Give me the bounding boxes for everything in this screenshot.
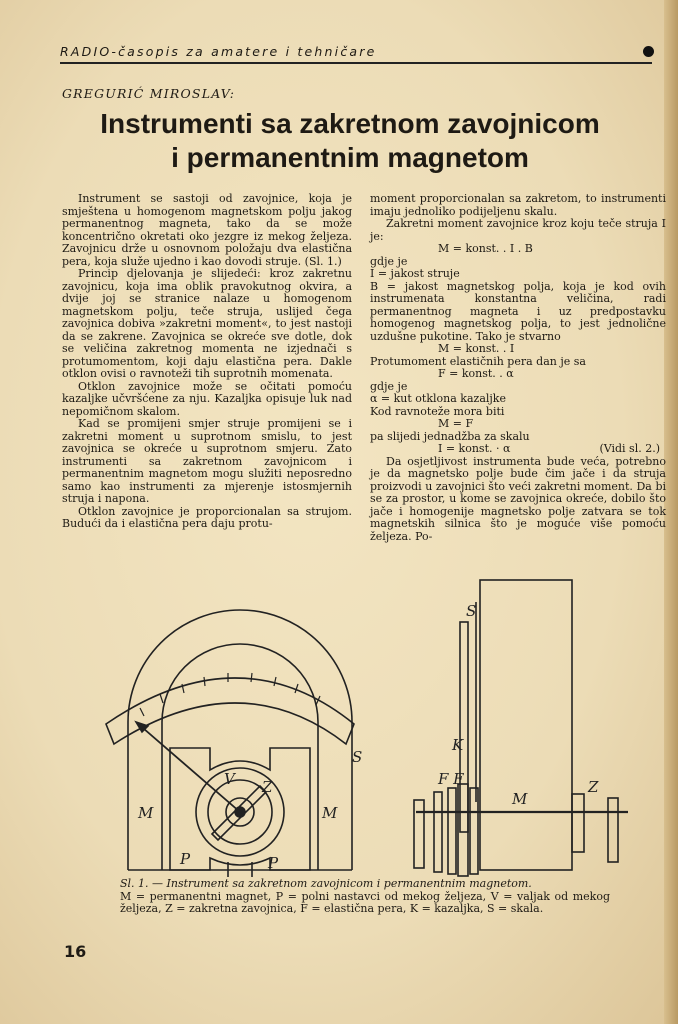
label-m-right: M [322, 804, 338, 822]
equation-text: I = konst. · α [438, 442, 511, 455]
front-view [106, 610, 354, 877]
header-bullet-icon [643, 46, 654, 57]
label-s-side: S [466, 602, 477, 620]
side-view [414, 580, 628, 876]
pointer-k [460, 622, 468, 832]
text-line: gdje je [370, 379, 408, 393]
label-m-left: M [138, 804, 154, 822]
label-s-front: S [352, 748, 363, 766]
article-author: GREGURIĆ MIROSLAV: [62, 86, 236, 101]
paragraph: Instrument se sastoji od zavojnice, koja je smještena u homogenom magnetskom polju jakog permanentnog magneta, tako da se može koncentrično okretati oko jezgre iz mekog željeza. Zavojnicu drže u osnovnom položaju dva elastična pera, koja služe ujedno i kao dovodi struje. (Sl. 1.) [62, 192, 352, 268]
paragraph: Princip djelovanja je slijedeći: kroz zakretnu zavojnicu, koja ima oblik pravokutnog okvira, a dvije joj se stranice nalaze u homogenom magnetskom polju, teče struja, uslijed čega zavojnica dobiva »zakretni moment«, to jest nastoji da se zakrene. Zavojnica se okreće sve dotle, dok se veličina zakretnog momenta ne izjednači s protumomentom, koji daju elastična pera. Dakle otklon ovisi o ravnoteži tih suprotnih momenata. [62, 267, 352, 380]
label-z-side: Z [588, 778, 599, 796]
caption-title: Sl. 1. — Instrument sa zakretnom zavojnicom i permanentnim magnetom. [120, 877, 532, 890]
equation: M = konst. . I [438, 342, 515, 355]
running-title: RADIO-časopis za amatere i tehničare [60, 44, 377, 59]
running-header [60, 44, 652, 66]
body-column-right [370, 193, 666, 543]
figure-caption [120, 878, 610, 916]
label-p-right: P [268, 854, 279, 872]
label-p-left: P [180, 850, 191, 868]
paragraph: Kad se promijeni smjer struje promijeni se i zakretni moment u suprotnom smislu, to jest zavojnica se okreće u suprotnom smjeru. Zato instrumenti sa zakretnom zavojnicom i permanentnim magnetom mogu služiti neposredno samo kao instrumenti za mjerenje istosmjernih struja i napona. [62, 417, 352, 505]
label-z-front: Z [262, 778, 273, 796]
equation: M = F [438, 417, 474, 430]
figure-instrument-diagram [100, 572, 640, 878]
label-v: V [224, 770, 235, 788]
caption-legend: M = permanentni magnet, P = polni nastavci od mekog željeza, V = valjak od mekog željeza, Z = zakretna zavojnica, F = elastična pera, K = kazaljka, S = skala. [120, 889, 610, 915]
text-line: pa slijedi jednadžba za skalu [370, 429, 530, 443]
paragraph: Zakretni moment zavojnice kroz koju teče struja I je: [370, 217, 666, 243]
article-title-line-1: Instrumenti sa zakretnom zavojnicom [100, 108, 600, 139]
equation: F = konst. . α [438, 367, 514, 380]
header-rule [60, 62, 652, 64]
paragraph: moment proporcionalan sa zakretom, to instrumenti imaju jednoliko podijeljenu skalu. [370, 192, 666, 218]
label-m-side: M [512, 790, 528, 808]
side-plate [608, 798, 618, 862]
text-line: Kod ravnoteže mora biti [370, 404, 505, 418]
paragraph: Otklon zavojnice je proporcionalan sa strujom. Budući da i elastična pera daju protu- [62, 504, 352, 530]
side-plate [414, 800, 424, 868]
coil-z [572, 794, 584, 852]
paragraph: B = jakost magnetskog polja, koja je kod ovih instrumenata konstantna veličina, radi permanentnog magneta i uz predpostavku homogenog magnetskog polja, to jest jednolične uzdušne pukotine. Tako je stvarno [370, 279, 666, 343]
figure-reference: (Vidi sl. 2.) [599, 442, 660, 455]
pointer-needle [136, 722, 240, 812]
text-line: gdje je [370, 254, 408, 268]
side-plate [448, 788, 456, 874]
equation: M = konst. . I . B [438, 242, 533, 255]
article-title-line-2: i permanentnim magnetom [171, 142, 529, 173]
label-k: K [452, 736, 464, 754]
equation [370, 443, 666, 456]
text-line: I = jakost struje [370, 267, 460, 280]
body-column-left [62, 193, 352, 531]
label-f-f: F F [438, 770, 464, 788]
side-magnet [480, 580, 572, 870]
text-line: Protumoment elastičnih pera dan je sa [370, 354, 586, 368]
paragraph: Otklon zavojnice može se očitati pomoću kazaljke učvršćene za nju. Kazaljka opisuje luk nad nepomičnom skalom. [62, 379, 352, 418]
side-plate [434, 792, 442, 872]
text-line: α = kut otklona kazaljke [370, 392, 506, 405]
page-number: 16 [64, 942, 87, 961]
paragraph: Da osjetljivost instrumenta bude veća, potrebno je da magnetsko polje bude čim jače i da struja proizvodi u zavojnici što veći zakretni moment. Da bi se za prostor, u kome se zavojnica okreće, dobilo što jače i homogenije magnetsko polje zatvara se tok magnetskih silnica što je moguće više pomoću željeza. Po- [370, 454, 666, 543]
page-edge [664, 0, 678, 1024]
